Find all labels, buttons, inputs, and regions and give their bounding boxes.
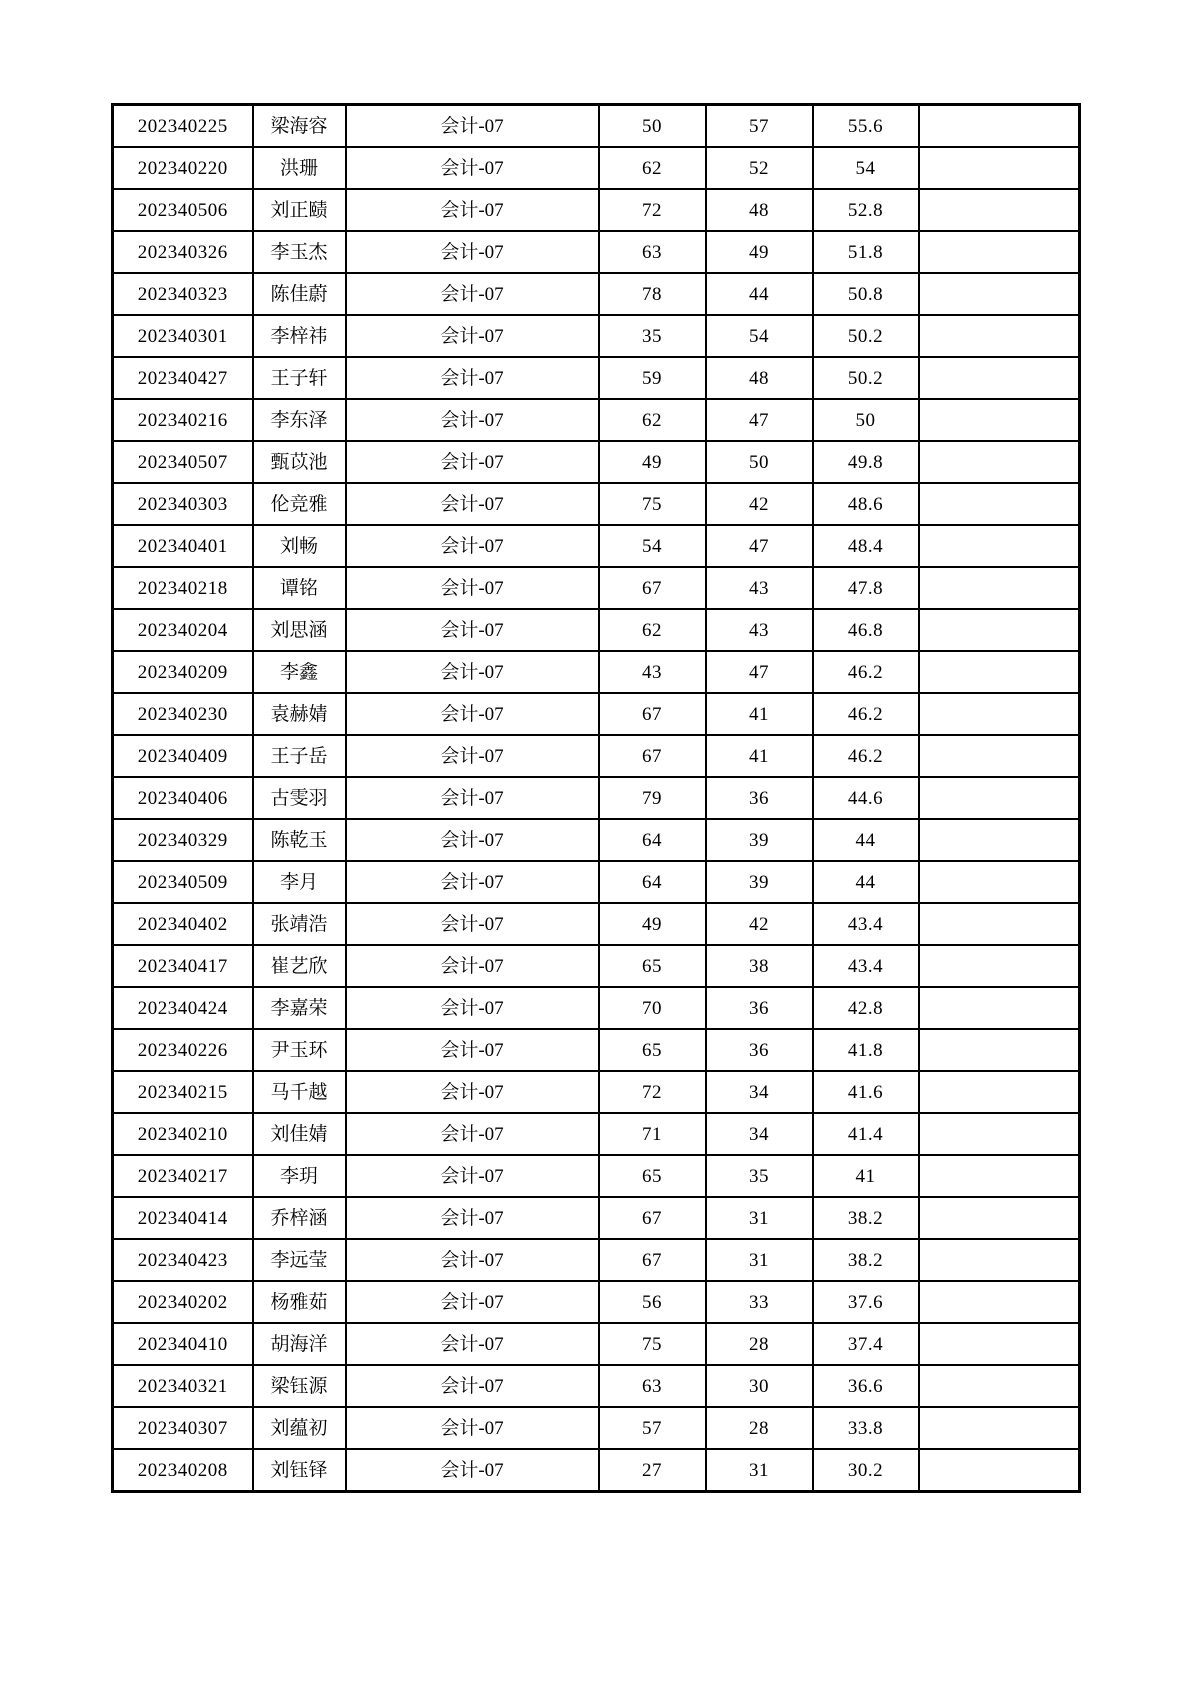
- score2-cell: 36: [706, 1029, 813, 1071]
- table-row: [113, 567, 1080, 609]
- class-cell: 会计-07: [346, 651, 599, 693]
- score2-cell: 42: [706, 903, 813, 945]
- empty-cell: [919, 1449, 1080, 1492]
- score2-cell: 48: [706, 189, 813, 231]
- score2-cell: 34: [706, 1071, 813, 1113]
- score2-cell: 48: [706, 357, 813, 399]
- student-name-cell: 李玉杰: [253, 231, 346, 273]
- weighted-score-cell: 41: [813, 1155, 919, 1197]
- weighted-score-cell: 42.8: [813, 987, 919, 1029]
- score1-cell: 50: [599, 105, 706, 148]
- empty-cell: [919, 105, 1080, 148]
- class-cell: 会计-07: [346, 1281, 599, 1323]
- class-cell: 会计-07: [346, 231, 599, 273]
- student-name-cell: 伦竞雅: [253, 483, 346, 525]
- student-name-cell: 谭铭: [253, 567, 346, 609]
- empty-cell: [919, 1113, 1080, 1155]
- student-id-cell: 202340424: [113, 987, 253, 1029]
- student-name-cell: 刘蕴初: [253, 1407, 346, 1449]
- weighted-score-cell: 52.8: [813, 189, 919, 231]
- class-cell: 会计-07: [346, 903, 599, 945]
- table-row: [113, 525, 1080, 567]
- class-cell: 会计-07: [346, 483, 599, 525]
- class-cell: 会计-07: [346, 819, 599, 861]
- student-name-cell: 陈乾玉: [253, 819, 346, 861]
- weighted-score-cell: 38.2: [813, 1197, 919, 1239]
- score1-cell: 27: [599, 1449, 706, 1492]
- class-cell: 会计-07: [346, 1449, 599, 1492]
- empty-cell: [919, 1323, 1080, 1365]
- score1-cell: 62: [599, 399, 706, 441]
- student-id-cell: 202340326: [113, 231, 253, 273]
- student-id-cell: 202340230: [113, 693, 253, 735]
- score1-cell: 64: [599, 861, 706, 903]
- score1-cell: 65: [599, 1029, 706, 1071]
- score2-cell: 36: [706, 777, 813, 819]
- student-id-cell: 202340217: [113, 1155, 253, 1197]
- empty-cell: [919, 987, 1080, 1029]
- empty-cell: [919, 693, 1080, 735]
- score1-cell: 65: [599, 945, 706, 987]
- weighted-score-cell: 38.2: [813, 1239, 919, 1281]
- table-row: [113, 777, 1080, 819]
- weighted-score-cell: 43.4: [813, 903, 919, 945]
- empty-cell: [919, 1197, 1080, 1239]
- score2-cell: 28: [706, 1323, 813, 1365]
- score1-cell: 67: [599, 1239, 706, 1281]
- student-name-cell: 洪珊: [253, 147, 346, 189]
- student-id-cell: 202340401: [113, 525, 253, 567]
- empty-cell: [919, 273, 1080, 315]
- score1-cell: 72: [599, 1071, 706, 1113]
- table-row: [113, 1365, 1080, 1407]
- weighted-score-cell: 33.8: [813, 1407, 919, 1449]
- weighted-score-cell: 46.2: [813, 735, 919, 777]
- class-cell: 会计-07: [346, 105, 599, 148]
- weighted-score-cell: 50.2: [813, 357, 919, 399]
- table-row: [113, 399, 1080, 441]
- score1-cell: 67: [599, 693, 706, 735]
- empty-cell: [919, 315, 1080, 357]
- table-row: [113, 441, 1080, 483]
- weighted-score-cell: 43.4: [813, 945, 919, 987]
- student-id-cell: 202340321: [113, 1365, 253, 1407]
- score1-cell: 49: [599, 441, 706, 483]
- table-row: [113, 1323, 1080, 1365]
- student-id-cell: 202340226: [113, 1029, 253, 1071]
- score1-cell: 63: [599, 1365, 706, 1407]
- score1-cell: 54: [599, 525, 706, 567]
- student-id-cell: 202340406: [113, 777, 253, 819]
- student-id-cell: 202340218: [113, 567, 253, 609]
- weighted-score-cell: 50: [813, 399, 919, 441]
- student-name-cell: 梁钰源: [253, 1365, 346, 1407]
- weighted-score-cell: 44: [813, 819, 919, 861]
- table-row: [113, 483, 1080, 525]
- score2-cell: 43: [706, 609, 813, 651]
- student-id-cell: 202340323: [113, 273, 253, 315]
- score1-cell: 79: [599, 777, 706, 819]
- score1-cell: 64: [599, 819, 706, 861]
- student-id-cell: 202340215: [113, 1071, 253, 1113]
- score1-cell: 67: [599, 1197, 706, 1239]
- table-row: [113, 273, 1080, 315]
- score2-cell: 47: [706, 525, 813, 567]
- score1-cell: 72: [599, 189, 706, 231]
- table-row: [113, 147, 1080, 189]
- table-row: [113, 1155, 1080, 1197]
- table-row: [113, 1449, 1080, 1492]
- student-id-cell: 202340225: [113, 105, 253, 148]
- student-id-cell: 202340507: [113, 441, 253, 483]
- weighted-score-cell: 48.4: [813, 525, 919, 567]
- class-cell: 会计-07: [346, 357, 599, 399]
- student-id-cell: 202340303: [113, 483, 253, 525]
- class-cell: 会计-07: [346, 693, 599, 735]
- class-cell: 会计-07: [346, 525, 599, 567]
- table-row: [113, 315, 1080, 357]
- student-name-cell: 刘正赜: [253, 189, 346, 231]
- weighted-score-cell: 46.2: [813, 651, 919, 693]
- score1-cell: 71: [599, 1113, 706, 1155]
- student-name-cell: 崔艺欣: [253, 945, 346, 987]
- student-id-cell: 202340509: [113, 861, 253, 903]
- student-id-cell: 202340329: [113, 819, 253, 861]
- weighted-score-cell: 49.8: [813, 441, 919, 483]
- score2-cell: 41: [706, 693, 813, 735]
- empty-cell: [919, 819, 1080, 861]
- student-name-cell: 刘畅: [253, 525, 346, 567]
- empty-cell: [919, 147, 1080, 189]
- empty-cell: [919, 609, 1080, 651]
- weighted-score-cell: 36.6: [813, 1365, 919, 1407]
- empty-cell: [919, 1281, 1080, 1323]
- class-cell: 会计-07: [346, 399, 599, 441]
- empty-cell: [919, 483, 1080, 525]
- score2-cell: 39: [706, 861, 813, 903]
- weighted-score-cell: 44: [813, 861, 919, 903]
- table-row: [113, 861, 1080, 903]
- student-name-cell: 刘佳婧: [253, 1113, 346, 1155]
- student-id-cell: 202340204: [113, 609, 253, 651]
- weighted-score-cell: 37.4: [813, 1323, 919, 1365]
- score2-cell: 49: [706, 231, 813, 273]
- student-id-cell: 202340427: [113, 357, 253, 399]
- student-name-cell: 李远莹: [253, 1239, 346, 1281]
- class-cell: 会计-07: [346, 609, 599, 651]
- score1-cell: 57: [599, 1407, 706, 1449]
- table-row: [113, 987, 1080, 1029]
- class-cell: 会计-07: [346, 1113, 599, 1155]
- table-row: [113, 357, 1080, 399]
- table-row: [113, 105, 1080, 148]
- class-cell: 会计-07: [346, 735, 599, 777]
- table-row: [113, 1239, 1080, 1281]
- weighted-score-cell: 55.6: [813, 105, 919, 148]
- score1-cell: 75: [599, 483, 706, 525]
- empty-cell: [919, 1365, 1080, 1407]
- class-cell: 会计-07: [346, 147, 599, 189]
- score2-cell: 34: [706, 1113, 813, 1155]
- class-cell: 会计-07: [346, 315, 599, 357]
- empty-cell: [919, 399, 1080, 441]
- student-id-cell: 202340414: [113, 1197, 253, 1239]
- score-table-body: [113, 105, 1080, 1492]
- class-cell: 会计-07: [346, 567, 599, 609]
- score2-cell: 54: [706, 315, 813, 357]
- score1-cell: 62: [599, 147, 706, 189]
- weighted-score-cell: 30.2: [813, 1449, 919, 1492]
- student-name-cell: 张靖浩: [253, 903, 346, 945]
- weighted-score-cell: 41.6: [813, 1071, 919, 1113]
- score1-cell: 67: [599, 567, 706, 609]
- weighted-score-cell: 44.6: [813, 777, 919, 819]
- student-id-cell: 202340307: [113, 1407, 253, 1449]
- student-name-cell: 刘思涵: [253, 609, 346, 651]
- student-id-cell: 202340208: [113, 1449, 253, 1492]
- score2-cell: 57: [706, 105, 813, 148]
- table-row: [113, 1071, 1080, 1113]
- student-name-cell: 甄苡池: [253, 441, 346, 483]
- table-row: [113, 1407, 1080, 1449]
- score1-cell: 63: [599, 231, 706, 273]
- student-id-cell: 202340209: [113, 651, 253, 693]
- class-cell: 会计-07: [346, 189, 599, 231]
- empty-cell: [919, 1155, 1080, 1197]
- empty-cell: [919, 651, 1080, 693]
- score1-cell: 62: [599, 609, 706, 651]
- table-row: [113, 609, 1080, 651]
- class-cell: 会计-07: [346, 1239, 599, 1281]
- score2-cell: 41: [706, 735, 813, 777]
- table-row: [113, 693, 1080, 735]
- student-name-cell: 李东泽: [253, 399, 346, 441]
- weighted-score-cell: 51.8: [813, 231, 919, 273]
- score-table: [111, 103, 1081, 1493]
- score2-cell: 39: [706, 819, 813, 861]
- empty-cell: [919, 903, 1080, 945]
- table-row: [113, 651, 1080, 693]
- class-cell: 会计-07: [346, 1323, 599, 1365]
- student-name-cell: 杨雅茹: [253, 1281, 346, 1323]
- class-cell: 会计-07: [346, 861, 599, 903]
- empty-cell: [919, 735, 1080, 777]
- weighted-score-cell: 48.6: [813, 483, 919, 525]
- student-name-cell: 陈佳蔚: [253, 273, 346, 315]
- empty-cell: [919, 441, 1080, 483]
- score2-cell: 42: [706, 483, 813, 525]
- student-id-cell: 202340417: [113, 945, 253, 987]
- score1-cell: 59: [599, 357, 706, 399]
- score1-cell: 43: [599, 651, 706, 693]
- score1-cell: 65: [599, 1155, 706, 1197]
- student-name-cell: 李月: [253, 861, 346, 903]
- empty-cell: [919, 567, 1080, 609]
- weighted-score-cell: 50.8: [813, 273, 919, 315]
- empty-cell: [919, 357, 1080, 399]
- class-cell: 会计-07: [346, 1407, 599, 1449]
- weighted-score-cell: 46.8: [813, 609, 919, 651]
- student-id-cell: 202340423: [113, 1239, 253, 1281]
- weighted-score-cell: 46.2: [813, 693, 919, 735]
- score2-cell: 33: [706, 1281, 813, 1323]
- weighted-score-cell: 41.8: [813, 1029, 919, 1071]
- empty-cell: [919, 777, 1080, 819]
- student-name-cell: 尹玉环: [253, 1029, 346, 1071]
- student-name-cell: 王子岳: [253, 735, 346, 777]
- student-id-cell: 202340410: [113, 1323, 253, 1365]
- table-row: [113, 945, 1080, 987]
- weighted-score-cell: 50.2: [813, 315, 919, 357]
- empty-cell: [919, 189, 1080, 231]
- weighted-score-cell: 37.6: [813, 1281, 919, 1323]
- table-row: [113, 735, 1080, 777]
- score1-cell: 67: [599, 735, 706, 777]
- score1-cell: 78: [599, 273, 706, 315]
- table-row: [113, 189, 1080, 231]
- table-row: [113, 1197, 1080, 1239]
- student-name-cell: 刘钰铎: [253, 1449, 346, 1492]
- student-id-cell: 202340506: [113, 189, 253, 231]
- score2-cell: 44: [706, 273, 813, 315]
- student-name-cell: 马千越: [253, 1071, 346, 1113]
- table-row: [113, 1281, 1080, 1323]
- table-row: [113, 1113, 1080, 1155]
- score2-cell: 35: [706, 1155, 813, 1197]
- empty-cell: [919, 1071, 1080, 1113]
- empty-cell: [919, 1239, 1080, 1281]
- score2-cell: 36: [706, 987, 813, 1029]
- class-cell: 会计-07: [346, 1071, 599, 1113]
- student-name-cell: 袁赫婧: [253, 693, 346, 735]
- table-row: [113, 819, 1080, 861]
- student-name-cell: 古雯羽: [253, 777, 346, 819]
- score2-cell: 47: [706, 399, 813, 441]
- class-cell: 会计-07: [346, 1197, 599, 1239]
- class-cell: 会计-07: [346, 987, 599, 1029]
- score2-cell: 50: [706, 441, 813, 483]
- student-name-cell: 李梓祎: [253, 315, 346, 357]
- student-id-cell: 202340202: [113, 1281, 253, 1323]
- class-cell: 会计-07: [346, 1029, 599, 1071]
- score2-cell: 52: [706, 147, 813, 189]
- class-cell: 会计-07: [346, 777, 599, 819]
- student-name-cell: 李嘉荣: [253, 987, 346, 1029]
- weighted-score-cell: 41.4: [813, 1113, 919, 1155]
- student-id-cell: 202340216: [113, 399, 253, 441]
- empty-cell: [919, 1407, 1080, 1449]
- student-id-cell: 202340301: [113, 315, 253, 357]
- score1-cell: 75: [599, 1323, 706, 1365]
- score1-cell: 49: [599, 903, 706, 945]
- student-name-cell: 李鑫: [253, 651, 346, 693]
- class-cell: 会计-07: [346, 945, 599, 987]
- table-row: [113, 1029, 1080, 1071]
- score1-cell: 70: [599, 987, 706, 1029]
- weighted-score-cell: 54: [813, 147, 919, 189]
- empty-cell: [919, 945, 1080, 987]
- student-name-cell: 王子轩: [253, 357, 346, 399]
- student-name-cell: 梁海容: [253, 105, 346, 148]
- score2-cell: 47: [706, 651, 813, 693]
- empty-cell: [919, 1029, 1080, 1071]
- class-cell: 会计-07: [346, 273, 599, 315]
- score2-cell: 31: [706, 1239, 813, 1281]
- empty-cell: [919, 231, 1080, 273]
- student-id-cell: 202340402: [113, 903, 253, 945]
- table-row: [113, 903, 1080, 945]
- weighted-score-cell: 47.8: [813, 567, 919, 609]
- class-cell: 会计-07: [346, 1365, 599, 1407]
- score2-cell: 38: [706, 945, 813, 987]
- empty-cell: [919, 861, 1080, 903]
- student-id-cell: 202340210: [113, 1113, 253, 1155]
- score1-cell: 56: [599, 1281, 706, 1323]
- student-name-cell: 胡海洋: [253, 1323, 346, 1365]
- score2-cell: 28: [706, 1407, 813, 1449]
- empty-cell: [919, 525, 1080, 567]
- student-id-cell: 202340409: [113, 735, 253, 777]
- score2-cell: 31: [706, 1449, 813, 1492]
- score2-cell: 43: [706, 567, 813, 609]
- student-name-cell: 李玥: [253, 1155, 346, 1197]
- student-id-cell: 202340220: [113, 147, 253, 189]
- score2-cell: 30: [706, 1365, 813, 1407]
- student-name-cell: 乔梓涵: [253, 1197, 346, 1239]
- table-row: [113, 231, 1080, 273]
- score2-cell: 31: [706, 1197, 813, 1239]
- score1-cell: 35: [599, 315, 706, 357]
- class-cell: 会计-07: [346, 1155, 599, 1197]
- class-cell: 会计-07: [346, 441, 599, 483]
